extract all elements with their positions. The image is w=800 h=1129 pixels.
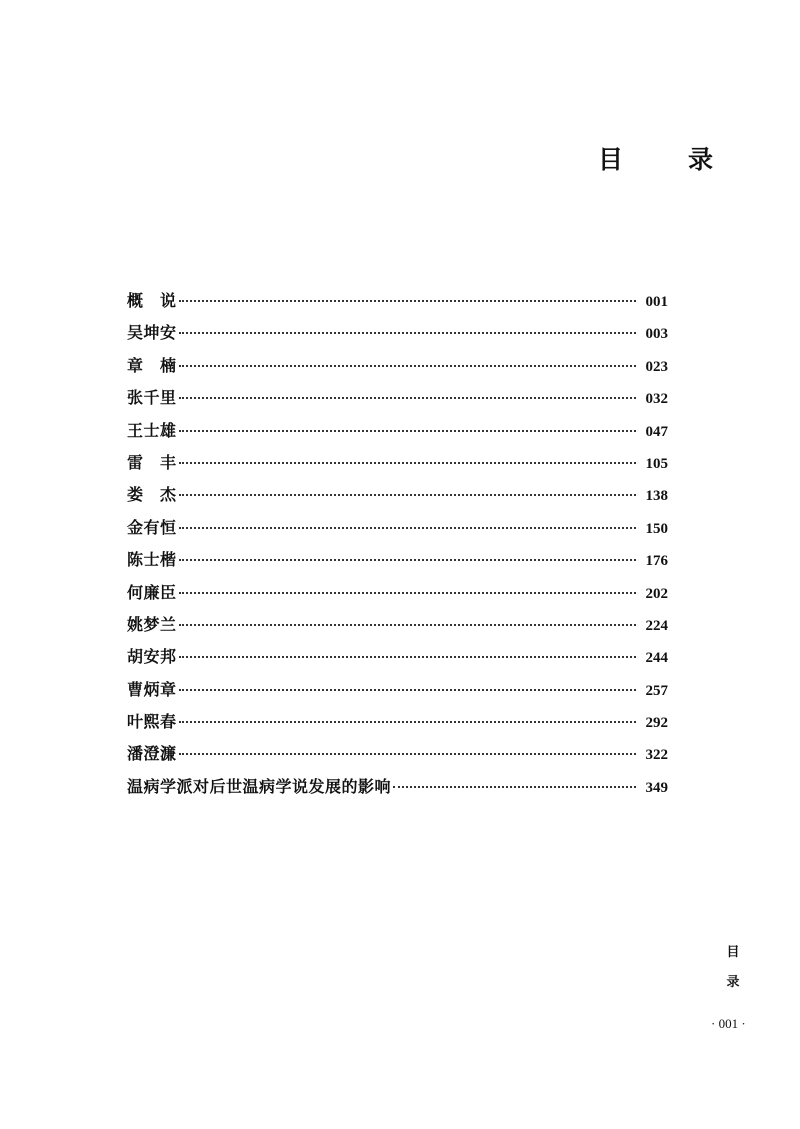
toc-entry[interactable] [127, 482, 668, 514]
toc-entry[interactable] [127, 450, 668, 482]
toc-entry-label: 吴坤安 [127, 323, 177, 343]
toc-leader-dots [179, 365, 636, 367]
toc-entry-page: 224 [645, 617, 668, 634]
toc-entry-label: 胡安邦 [127, 647, 177, 667]
toc-entry[interactable] [127, 709, 668, 741]
side-title-char: 录 [726, 975, 740, 990]
side-running-title [726, 938, 740, 998]
toc-leader-dots [179, 300, 636, 302]
toc-entry[interactable] [127, 418, 668, 450]
toc-leader-dots [179, 592, 636, 594]
toc-leader-dots [179, 332, 636, 334]
toc-entry[interactable] [127, 353, 668, 385]
toc-entry-page: 150 [645, 520, 668, 537]
toc-leader-dots [179, 656, 636, 658]
toc-entry[interactable] [127, 741, 668, 773]
toc-entry-page: 349 [645, 779, 668, 796]
toc-leader-dots [179, 494, 636, 496]
toc-entry-label: 张千里 [127, 388, 177, 408]
toc-leader-dots [179, 559, 636, 561]
toc-entry-page: 176 [645, 553, 668, 570]
table-of-contents [127, 288, 668, 806]
toc-entry-label: 金有恒 [127, 517, 177, 537]
toc-entry[interactable] [127, 385, 668, 417]
toc-entry[interactable] [127, 320, 668, 352]
toc-entry[interactable] [127, 547, 668, 579]
toc-leader-dots [393, 786, 636, 788]
page-number: · 001 · [711, 1016, 746, 1031]
toc-leader-dots [179, 624, 636, 626]
toc-entry[interactable] [127, 580, 668, 612]
toc-entry-page: 047 [645, 423, 668, 440]
toc-entry-page: 105 [645, 455, 668, 472]
toc-entry-page: 003 [645, 326, 668, 343]
toc-entry-page: 023 [645, 358, 668, 375]
toc-leader-dots [179, 721, 636, 723]
toc-entry[interactable] [127, 644, 668, 676]
toc-entry-label: 娄 杰 [127, 485, 177, 505]
toc-entry-page: 322 [645, 747, 668, 764]
toc-entry-page: 244 [645, 650, 668, 667]
toc-entry[interactable] [127, 774, 668, 806]
toc-leader-dots [179, 753, 636, 755]
toc-entry-page: 001 [645, 294, 668, 310]
toc-leader-dots [179, 430, 636, 432]
toc-entry-label: 温病学派对后世温病学说发展的影响 [127, 776, 392, 796]
toc-entry-label: 姚梦兰 [127, 614, 177, 634]
toc-entry-page: 292 [645, 715, 668, 732]
toc-entry[interactable] [127, 677, 668, 709]
toc-entry-label: 概 说 [127, 291, 177, 310]
toc-leader-dots [179, 462, 636, 464]
toc-entry-label: 陈士楷 [127, 550, 177, 570]
toc-leader-dots [179, 527, 636, 529]
toc-entry-label: 章 楠 [127, 355, 177, 375]
toc-entry-page: 032 [645, 391, 668, 408]
toc-entry[interactable] [127, 515, 668, 547]
toc-leader-dots [179, 397, 636, 399]
page-title: 目 录 [598, 145, 734, 174]
toc-entry-page: 138 [645, 488, 668, 505]
toc-entry[interactable] [127, 288, 668, 320]
toc-entry-label: 叶熙春 [127, 712, 177, 732]
toc-entry-page: 202 [645, 585, 668, 602]
toc-entry-page: 257 [645, 682, 668, 699]
toc-entry-label: 何廉臣 [127, 582, 177, 602]
toc-leader-dots [179, 689, 636, 691]
side-title-char: 目 [726, 945, 740, 960]
toc-entry-label: 潘澄濂 [127, 744, 177, 764]
toc-entry-label: 曹炳章 [127, 679, 177, 699]
toc-entry[interactable] [127, 612, 668, 644]
toc-entry-label: 雷 丰 [127, 452, 177, 472]
toc-entry-label: 王士雄 [127, 420, 177, 440]
